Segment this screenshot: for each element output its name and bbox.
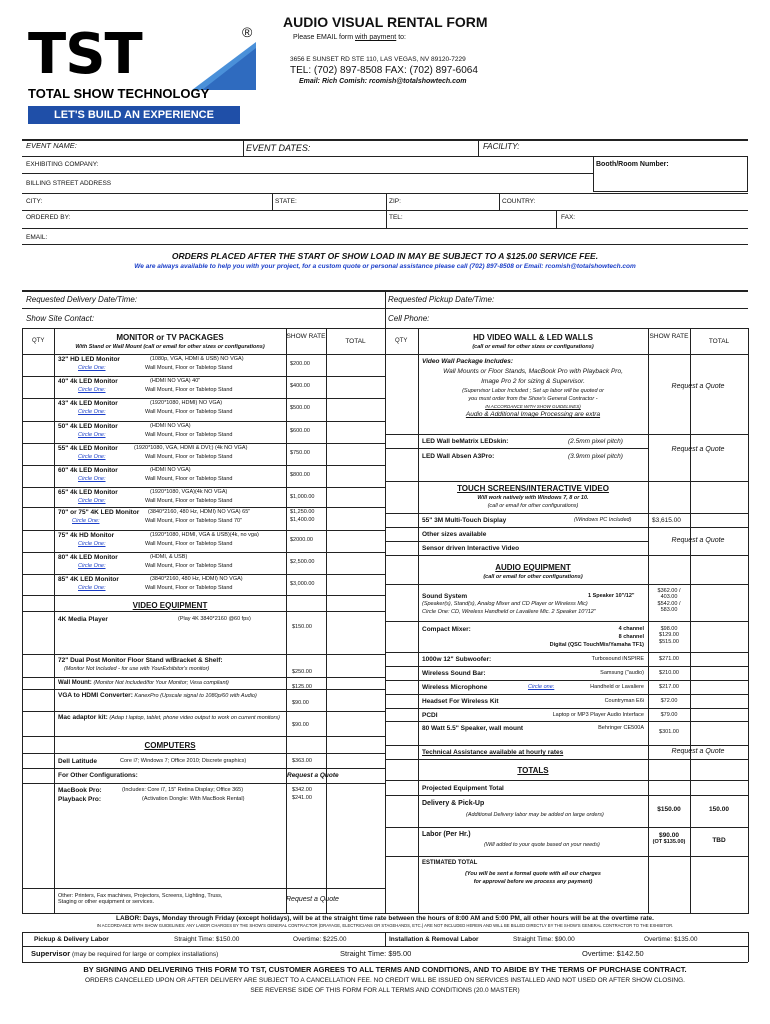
monitor-name: 75" 4k HD Monitor (58, 532, 115, 539)
monitor-price: $800.00 (290, 472, 310, 478)
video-title: VIDEO EQUIPMENT (132, 601, 208, 610)
left-rate-header: SHOW RATE (286, 333, 326, 340)
touch-spec: (Windows PC Included) (574, 517, 632, 523)
audio-title: AUDIO EQUIPMENT (495, 563, 571, 572)
labor-total: TBD (712, 837, 726, 844)
left-total-header: TOTAL (345, 338, 366, 345)
right-qty-header: QTY (395, 338, 408, 344)
sound-line3: Circle One: CD, Wireless Handheld or Lavaliere Mic. 2 Speaker 10"/12" (422, 609, 596, 615)
monitor-price: $1,000.00 (290, 494, 315, 500)
sound-speaker: 1 Speaker 10"/12" (588, 593, 635, 599)
monitor-price: $200.00 (290, 361, 310, 367)
booth-label: Booth/Room Number: (596, 161, 669, 168)
monitor-name: 70" or 75" 4K LED Monitor (58, 509, 140, 516)
monitor-spec: (1920*1080, HDMI, VGA & USB)(4k, no vga) (150, 532, 259, 538)
tech-quote: Request a Quote (671, 748, 725, 755)
tel-label: TEL: (389, 214, 403, 221)
logo (28, 22, 268, 128)
audio-spec: Handheld or Lavaliere (590, 684, 644, 690)
dell-spec: Core i7; Windows 7; Office 2010; Discrete graphics) (120, 758, 247, 764)
state-label: STATE: (275, 198, 297, 205)
monitor-spec: (3840*2160, 480 Hz, HDMI) NO VGA) (150, 576, 243, 582)
monitor-spec: (HDMI NO VGA) (150, 423, 191, 429)
audio-spec: Countryman E6i (604, 698, 644, 704)
mixer-name: Compact Mixer: (422, 626, 471, 633)
audio-name: Wireless Sound Bar: (422, 670, 486, 677)
wall-line2: Wall Mounts or Floor Stands, MacBook Pro with Playback Pro, (443, 368, 623, 375)
pickup-labor-label: Pickup & Delivery Labor (34, 936, 109, 943)
circle-one[interactable]: Circle One: (78, 585, 106, 591)
audio-name: PCDI (422, 712, 438, 719)
labor-guidelines: IN ACCORDANCE WITH SHOW GUIDELINES: ANY LABOR CHARGES BY THE SHOW'S GENERAL CONTRACTOR (DRAYAGE, ELECTRICIANS OR STAGEHANDS, ETC.) ARE NOT INCLUDED HEREIN AND WILL BE BILLED DIRECTLY BY THE SHOW'S GENERAL CONTRACTOR TO THE EXHIBITOR. (96, 923, 674, 928)
other-config: For Other Configurations: (58, 772, 138, 779)
registered-mark: ® (242, 24, 253, 40)
led-quote: Request a Quote (671, 446, 725, 453)
touch-price: $3,615.00 (652, 517, 681, 524)
left-qty-header: QTY (32, 338, 45, 344)
zip-label: ZIP: (389, 198, 401, 205)
monitor-price: $2000.00 (290, 537, 313, 543)
monitor-spec: (1080p, VGA, HDMI & USB) NO VGA) (150, 356, 244, 362)
absen-pitch: (3.9mm pixel pitch) (568, 453, 623, 460)
exhibiting-label: EXHIBITING COMPANY: (26, 161, 99, 168)
macbook-name: MacBook Pro: (58, 787, 102, 794)
event-dates-label: EVENT DATES: (246, 143, 311, 153)
audio-price: $301.00 (659, 729, 679, 735)
right-total-header: TOTAL (708, 338, 730, 345)
macbook-price: $342.00 (292, 787, 312, 793)
monitor-name: 43" 4k LED Monitor (58, 400, 118, 407)
monitor-mount: Wall Mount, Floor or Tabletop Stand (145, 432, 233, 438)
wall-title: HD VIDEO WALL & LED WALLS (473, 333, 593, 342)
address: 3656 E SUNSET RD STE 110, LAS VEGAS, NV 89120-7229 (290, 56, 466, 63)
tech-assist: Technical Assistance available at hourly rates (422, 749, 564, 756)
estimated-total: ESTIMATED TOTAL (422, 860, 478, 866)
other-sizes: Other sizes available (422, 531, 487, 538)
video-spec: (Play 4K 3840*2160 @60 fps) (178, 616, 251, 622)
video-row-text: VGA to HDMI Converter: KanexPro (Upscale signal to 1080p/60 with Audio) (58, 692, 257, 699)
monitor-mount: Wall Mount, Floor or Tabletop Stand (145, 409, 233, 415)
audio-price: $210.00 (659, 670, 679, 676)
supervisor-label: Supervisor (may be required for large or complex installations) (31, 949, 219, 958)
audio-name: 80 Watt 5.5" Speaker, wall mount (422, 725, 524, 732)
touch-title: TOUCH SCREENS/INTERACTIVE VIDEO (457, 484, 609, 493)
monitor-name: 85" 4K LED Monitor (58, 576, 119, 583)
circle-one[interactable]: Circle One: (78, 541, 106, 547)
macbook-spec: (Includes: Core i7, 15" Retina Display; Office 365) (122, 787, 244, 793)
wall-quote: Request a Quote (671, 383, 725, 390)
circle-one[interactable]: Circle One: (78, 476, 106, 482)
wall-package: Video Wall Package Includes: (422, 358, 514, 365)
sound-line2: (Speaker(s), Stand(s), Analog Mixer and CD Player or Wireless Mic) (422, 601, 588, 607)
supervisor-straight: Straight Time: $95.00 (340, 949, 412, 958)
cell-label: Cell Phone: (388, 314, 430, 323)
video-row-text: Wall Mount: (Monitor Not Included/for Your Monitor; Vesa compliant) (58, 680, 229, 686)
monitor-mount: Wall Mount, Floor or Tabletop Stand (145, 454, 233, 460)
monitor-mount: Wall Mount, Floor or Tabletop Stand (145, 365, 233, 371)
audio-spec: Behringer CE500A (598, 725, 644, 731)
monitor-price: $400.00 (290, 383, 310, 389)
brand-name: TOTAL SHOW TECHNOLOGY (28, 86, 210, 101)
dell-price: $363.00 (292, 758, 312, 764)
delivery-total: 150.00 (709, 806, 729, 813)
monitor-mount: Wall Mount, Floor or Tabletop Stand 70" (145, 518, 243, 524)
absen-name: LED Wall Absen A3Pro: (422, 453, 495, 460)
monitor-mount: Wall Mount, Floor or Tabletop Stand (145, 387, 233, 393)
video-price: $125.00 (292, 684, 312, 690)
delivery-note: (Additional Delivery labor may be added on large orders) (466, 812, 604, 818)
audio-price: $217.00 (659, 684, 679, 690)
contact-label: Show Site Contact: (26, 314, 95, 323)
monitor-name: 32" HD LED Monitor (58, 356, 120, 363)
mixer-8: 8 channel (618, 634, 644, 640)
circle-one[interactable]: Circle one: (528, 684, 555, 690)
delivery-label: Requested Delivery Date/Time: (26, 295, 138, 304)
audio-name: Headset For Wireless Kit (422, 698, 499, 705)
phone-fax: TEL: (702) 897-8508 FAX: (702) 897-6064 (290, 65, 478, 76)
monitor-mount: Wall Mount, Floor or Tabletop Stand (145, 585, 233, 591)
audio-spec: Turbosound iNSPIRE (591, 656, 644, 662)
playback-price: $241.00 (292, 795, 312, 801)
facility-label: FACILITY: (483, 142, 520, 151)
circle-one[interactable]: Circle One: (78, 365, 106, 371)
email-label: EMAIL: (26, 234, 48, 241)
install-labor-label: Installation & Removal Labor (389, 936, 479, 943)
monitor-name: 55" 4k LED Monitor (58, 445, 118, 452)
monitor-mount: Wall Mount, Floor or Tabletop Stand (145, 498, 233, 504)
circle-one[interactable]: Circle One: (78, 387, 106, 393)
monitor-price: $2,500.00 (290, 559, 315, 565)
logo-text: TST (28, 22, 142, 87)
monitor-mount: Wall Mount, Floor or Tabletop Stand (145, 541, 233, 547)
circle-one[interactable]: Circle One: (78, 409, 106, 415)
wall-line4: (Supervisor Labor Included ; Set up labor will be quoted or (462, 388, 604, 394)
video-price: $150.00 (292, 624, 312, 630)
monitor-name: 50" 4k LED Monitor (58, 423, 118, 430)
monitor-spec: (HDMI NO VGA) 40" (150, 378, 201, 384)
monitor-subtitle: With Stand or Wall Mount (call or email for other sizes or configurations) (75, 344, 265, 350)
assistance-notice: We are always available to help you with your project, for a custom quote or personal assistance please call (702) 897-8508 or Email: rcomish@totalshowtech.com (134, 263, 636, 270)
wall-line5: you must order from the Show's General Contractor - (468, 396, 598, 402)
audio-price: $79.00 (660, 712, 678, 718)
monitor-spec: (1920*1080, VGA, HDMI & DVI;) (4k NO VGA) (134, 445, 248, 451)
install-straight: Straight Time: $90.00 (513, 936, 575, 943)
late-fee-notice: ORDERS PLACED AFTER THE START OF SHOW LOAD IN MAY BE SUBJECT TO A $125.00 SERVICE FEE. (171, 251, 599, 261)
audio-spec: Samsung ("audio) (600, 670, 644, 676)
video-price: $250.00 (292, 669, 312, 675)
delivery-rate: $150.00 (657, 806, 681, 813)
labor-name: Labor (Per Hr.) (422, 831, 471, 838)
sound-name: Sound System (422, 593, 468, 600)
touch-quote: Request a Quote (671, 537, 725, 544)
event-name-label: EVENT NAME: (26, 141, 77, 150)
monitor-spec: (HDMI, & USB) (150, 554, 188, 560)
fax-label: FAX: (561, 214, 576, 221)
monitor-name: 80" 4k LED Monitor (58, 554, 118, 561)
monitor-spec: (3840*2160, 480 Hz, HDMI) NO VGA) 65" (148, 509, 251, 515)
monitor-mount: Wall Mount, Floor or Tabletop Stand (145, 476, 233, 482)
monitor-title: MONITOR or TV PACKAGES (116, 333, 224, 342)
pickup-label: Requested Pickup Date/Time: (388, 295, 495, 304)
email-note: Please EMAIL form with payment to: (293, 34, 406, 41)
billing-label: BILLING STREET ADDRESS (26, 180, 112, 187)
audio-name: Wireless Microphone (422, 684, 488, 691)
audio-subtitle: (call or email for other configurations) (483, 574, 583, 580)
bematrix-name: LED Wall beMatrix LEDskin: (422, 438, 509, 445)
video-name: 4K Media Player (58, 616, 108, 623)
tagline: LET'S BUILD AN EXPERIENCE (28, 106, 240, 124)
circle-one[interactable]: Circle One: (78, 563, 106, 569)
pickup-overtime: Overtime: $225.00 (293, 936, 347, 943)
labor-policy: LABOR: Days, Monday through Friday (except holidays), will be at the straight time rate between the hours of 8:00 AM and 5:00 PM, all other hours will be at the overtime rate. (116, 915, 654, 922)
cancellation-line: ORDERS CANCELLED UPON OR AFTER DELIVERY ARE SUBJECT TO A CANCELLATION FEE. NO CREDIT WILL BE ISSUED ON SERVICES INSTALLED AND NOT USED OR AFTER SHOW CLOSING. (85, 977, 685, 984)
playback-spec: (Activation Dongle: With MacBook Rental) (142, 796, 245, 802)
other-config-quote: Request a Quote (287, 772, 339, 779)
labor-note: (Will added to your quote based on your needs) (484, 842, 600, 848)
monitor-spec: (1920*1080, VGA)(4k NO VGA) (150, 489, 228, 495)
monitor-spec: (1920*1080, HDMI) NO VGA) (150, 400, 223, 406)
install-overtime: Overtime: $135.00 (644, 936, 698, 943)
contact-email: Email: Rich Comish: rcomish@totalshowtech.com (299, 78, 467, 85)
monitor-price: $1,250.00 (290, 509, 315, 515)
city-label: CITY: (26, 198, 43, 205)
video-row-text: Mac adaptor kit: (Adap t laptop, tablet, phone video output to work on current monitors) (58, 714, 280, 721)
touch-sub2: (call or email for other configurations) (487, 503, 579, 509)
mixer-4: 4 channel (618, 626, 644, 632)
terms-line: SEE REVERSE SIDE OF THIS FORM FOR ALL TERMS AND CONDITIONS (20.0 MASTER) (250, 987, 520, 994)
circle-one[interactable]: Circle One: (78, 454, 106, 460)
circle-one[interactable]: Circle One: (78, 432, 106, 438)
totals-title: TOTALS (517, 766, 549, 775)
video-price: $90.00 (292, 722, 309, 728)
labor-rate: $90.00 (OT $135.00) (652, 832, 686, 846)
estimated-line2: for approval before we process any payment) (473, 879, 593, 885)
video-spec: (Monitor Not Included - for use with YourExhibitor's monitor) (64, 666, 210, 672)
monitor-price: $3,000.00 (290, 581, 315, 587)
monitor-price-70: $1,400.00 (290, 517, 315, 523)
monitor-name: 65" 4k LED Monitor (58, 489, 118, 496)
playback-name: Playback Pro: (58, 796, 101, 803)
audio-price: $72.00 (660, 698, 678, 704)
dell-name: Dell Latitude (58, 758, 98, 765)
circle-one[interactable]: Circle One: (72, 518, 100, 524)
form-title: AUDIO VISUAL RENTAL FORM (283, 14, 488, 30)
delivery-name: Delivery & Pick-Up (422, 800, 485, 807)
wall-subtitle: (call or email for other sizes or configurations) (472, 344, 594, 350)
video-name: 72" Dual Post Monitor Floor Stand w/Bracket & Shelf: (58, 657, 223, 664)
sensor-video: Sensor driven Interactive Video (422, 545, 520, 552)
video-price: $90.00 (292, 700, 309, 706)
bematrix-pitch: (2.5mm pixel pitch) (568, 438, 623, 445)
computers-title: COMPUTERS (144, 741, 196, 750)
pickup-straight: Straight Time: $150.00 (174, 936, 240, 943)
projected-total: Projected Equipment Total (422, 785, 504, 792)
monitor-name: 60" 4k LED Monitor (58, 467, 118, 474)
monitor-spec: (HDMI NO VGA) (150, 467, 191, 473)
circle-one[interactable]: Circle One: (78, 498, 106, 504)
touch-name: 55" 3M Multi-Touch Display (422, 517, 507, 524)
agreement-line: BY SIGNING AND DELIVERING THIS FORM TO TST, CUSTOMER AGREES TO ALL TERMS AND CONDITIONS, AND TO ABIDE BY THE TERMS OF PURCHASE CONTRACT. (83, 965, 687, 974)
monitor-price: $500.00 (290, 405, 310, 411)
touch-sub1: Will work natively with Windows 7, 8 or 10. (477, 495, 589, 501)
audio-spec: Laptop or MP3 Player Audio Interface (552, 712, 644, 718)
mixer-price: $98.00 $129.00 $515.00 (659, 626, 679, 645)
wall-line3: Image Pro 2 for sizing & Supervisor. (481, 378, 585, 385)
right-rate-header: SHOW RATE (649, 333, 689, 340)
audio-price: $271.00 (659, 656, 679, 662)
supervisor-overtime: Overtime: $142.50 (582, 949, 644, 958)
other-items: Other: Printers, Fax machines, Projectors, Screens, Lighting, Truss, Staging or other equipment or services. (58, 893, 223, 906)
ordered-by-label: ORDERED BY: (26, 214, 71, 221)
monitor-name: 40" 4k LED Monitor (58, 378, 118, 385)
sound-price: $362.00 / 403.00 $542.00 / 583.00 (657, 588, 681, 613)
other-items-quote: Request a Quote (286, 896, 339, 903)
monitor-price: $600.00 (290, 428, 310, 434)
estimated-line1: (You will be sent a formal quote with all our charges (465, 871, 601, 877)
mixer-digital: Digital (QSC TouchMix/Yamaha TF1) (549, 642, 644, 648)
monitor-price: $750.00 (290, 450, 310, 456)
country-label: COUNTRY: (502, 198, 536, 205)
monitor-mount: Wall Mount, Floor or Tabletop Stand (145, 563, 233, 569)
audio-name: 1000w 12" Subwoofer: (422, 656, 492, 663)
wall-line7: Audio & Additional Image Processing are extra (465, 411, 601, 418)
wall-line6: IN ACCORDANCE WITH SHOW GUIDELINES) (485, 404, 581, 409)
